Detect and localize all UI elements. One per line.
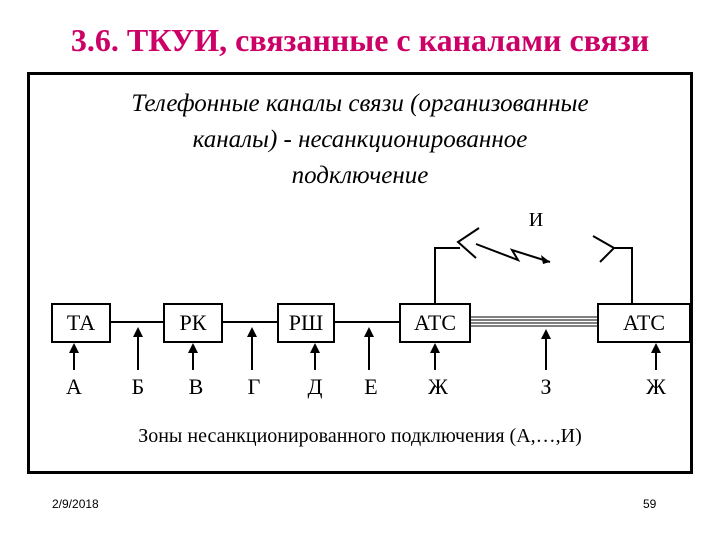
subtitle-line-2: каналы) - несанкционированное [192,126,528,153]
radio-arrow-tip [541,255,550,264]
zone-label-b: Б [131,374,145,399]
zone-label-zh-1: Ж [428,374,448,399]
zone-label-e: Е [364,374,378,399]
zone-label-d: Д [307,374,323,399]
block-label-ta: ТА [66,310,96,335]
subtitle-line-1: Телефонные каналы связи (организованные [131,90,589,117]
block-label-ats-2: АТС [622,310,666,335]
block-label-rsh: РШ [288,310,324,335]
zones-caption: Зоны несанкционированного подключения (А,…,И) [138,425,582,447]
trunk-line [470,317,598,326]
slide-title: 3.6. ТКУИ, связанные с каналами связи [70,22,650,58]
zone-label-v: В [188,374,204,399]
radio-link [435,228,632,304]
zone-label-zh-2: Ж [646,374,666,399]
footer-date: 2/9/2018 [52,497,99,511]
subtitle-line-3: подключение [291,162,429,189]
zone-label-i: И [528,209,544,231]
zone-label-a: А [66,374,82,399]
page-number: 59 [643,497,657,511]
zone-label-z: З [540,374,552,399]
zone-label-g: Г [247,374,261,399]
block-label-ats-1: АТС [413,310,457,335]
block-label-rk: РК [179,310,207,335]
